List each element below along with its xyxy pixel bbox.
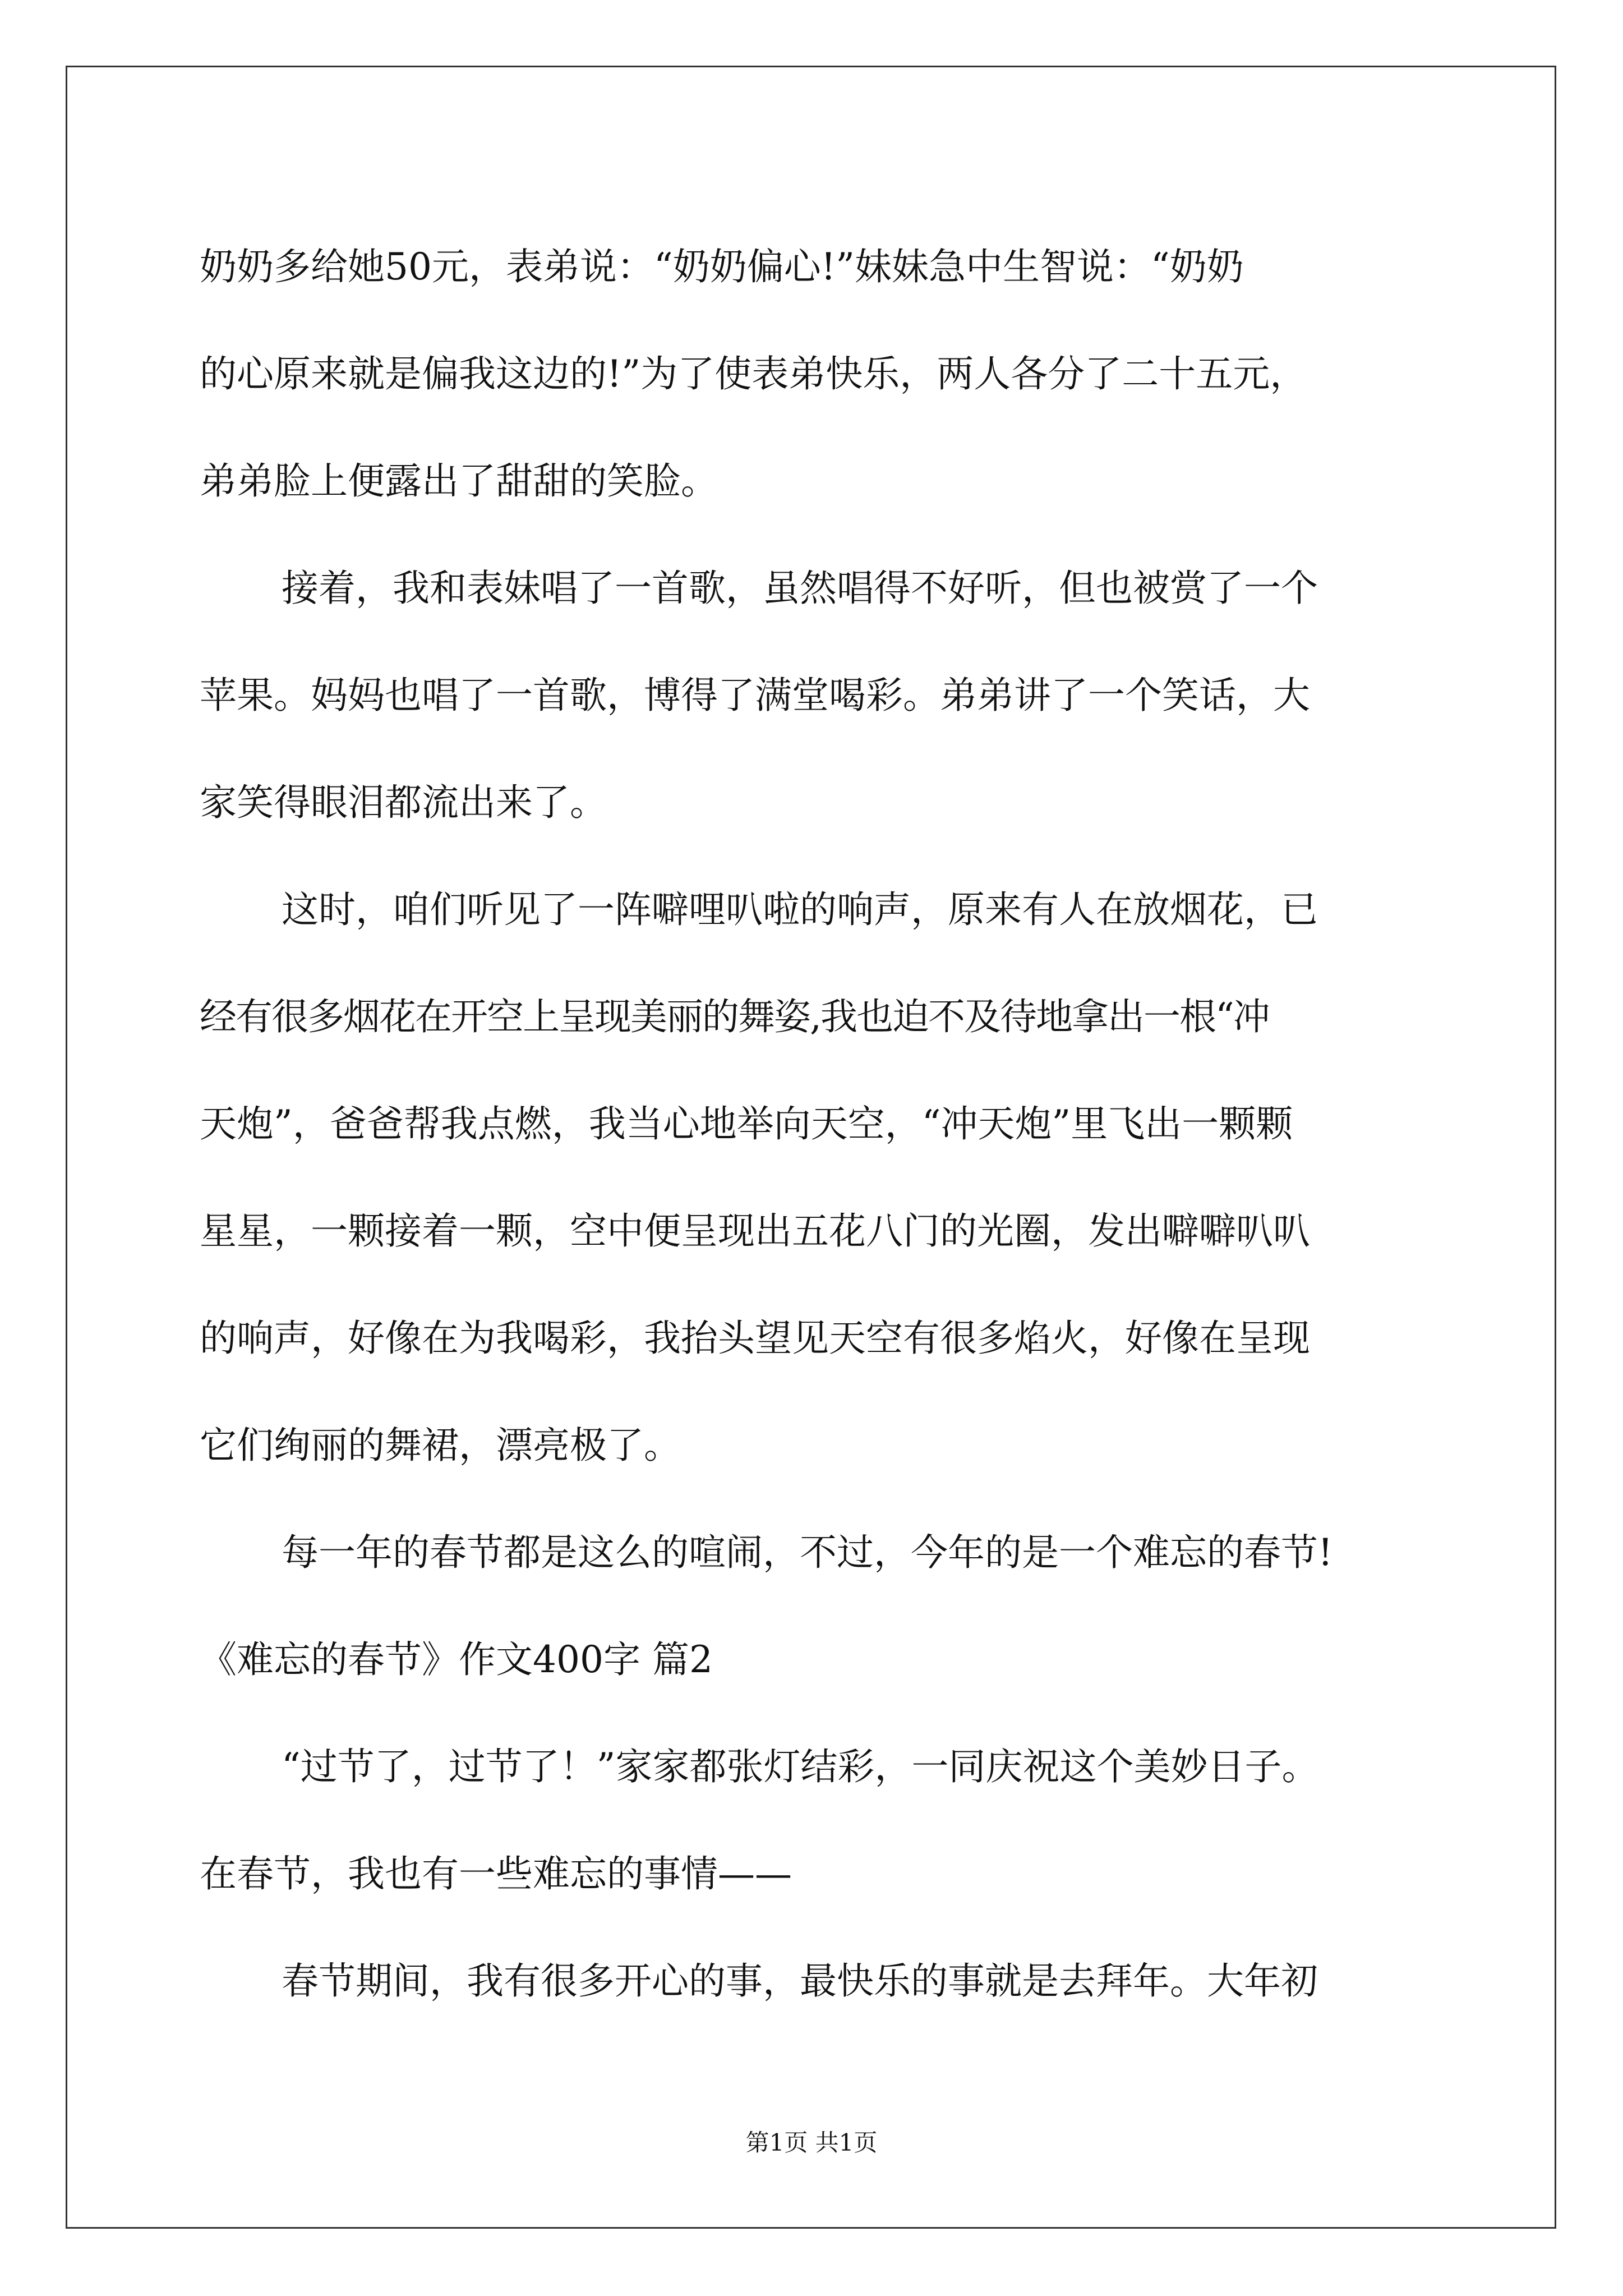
text-line: 经有很多烟花在开空上呈现美丽的舞姿,我也迫不及待地拿出一根“冲	[200, 995, 1269, 1038]
text-line: 家笑得眼泪都流出来了。	[200, 781, 607, 824]
text-line: 奶奶多给她50元，表弟说：“奶奶偏心!”妹妹急中生智说：“奶奶	[200, 245, 1244, 288]
text-line: 星星，一颗接着一颗，空中便呈现出五花八门的光圈，发出噼噼叭叭	[200, 1209, 1310, 1253]
section-heading: 《难忘的春节》作文400字 篇2	[200, 1638, 713, 1681]
document-body	[200, 213, 1461, 2035]
text-line: 的响声，好像在为我喝彩，我抬头望见天空有很多焰火，好像在呈现	[200, 1317, 1310, 1360]
text-line: 苹果。妈妈也唱了一首歌，博得了满堂喝彩。弟弟讲了一个笑话，大	[200, 674, 1310, 717]
paragraph-start-line: 这时，咱们听见了一阵噼哩叭啦的响声，原来有人在放烟花，已	[282, 888, 1318, 931]
text-line: 天炮”，爸爸帮我点燃，我当心地举向天空，“冲天炮”里飞出一颗颗	[200, 1102, 1293, 1145]
page-footer: 第1页 共1页	[745, 2129, 878, 2156]
paragraph-start-line: “过节了，过节了！”家家都张灯结彩，一同庆祝这个美妙日子。	[282, 1745, 1319, 1788]
text-line: 在春节，我也有一些难忘的事情——	[200, 1852, 792, 1895]
paragraph-start-line: 接着，我和表妹唱了一首歌，虽然唱得不好听，但也被赏了一个	[282, 567, 1318, 610]
text-line: 的心原来就是偏我这边的!”为了使表弟快乐，两人各分了二十五元，	[200, 352, 1307, 395]
paragraph-start-line: 春节期间，我有很多开心的事，最快乐的事就是去拜年。大年初	[282, 1959, 1318, 2003]
paragraph-start-line: 每一年的春节都是这么的喧闹，不过，今年的是一个难忘的春节!	[282, 1531, 1333, 1574]
text-line: 它们绚丽的舞裙，漂亮极了。	[200, 1424, 681, 1467]
text-line: 弟弟脸上便露出了甜甜的笑脸。	[200, 459, 718, 503]
